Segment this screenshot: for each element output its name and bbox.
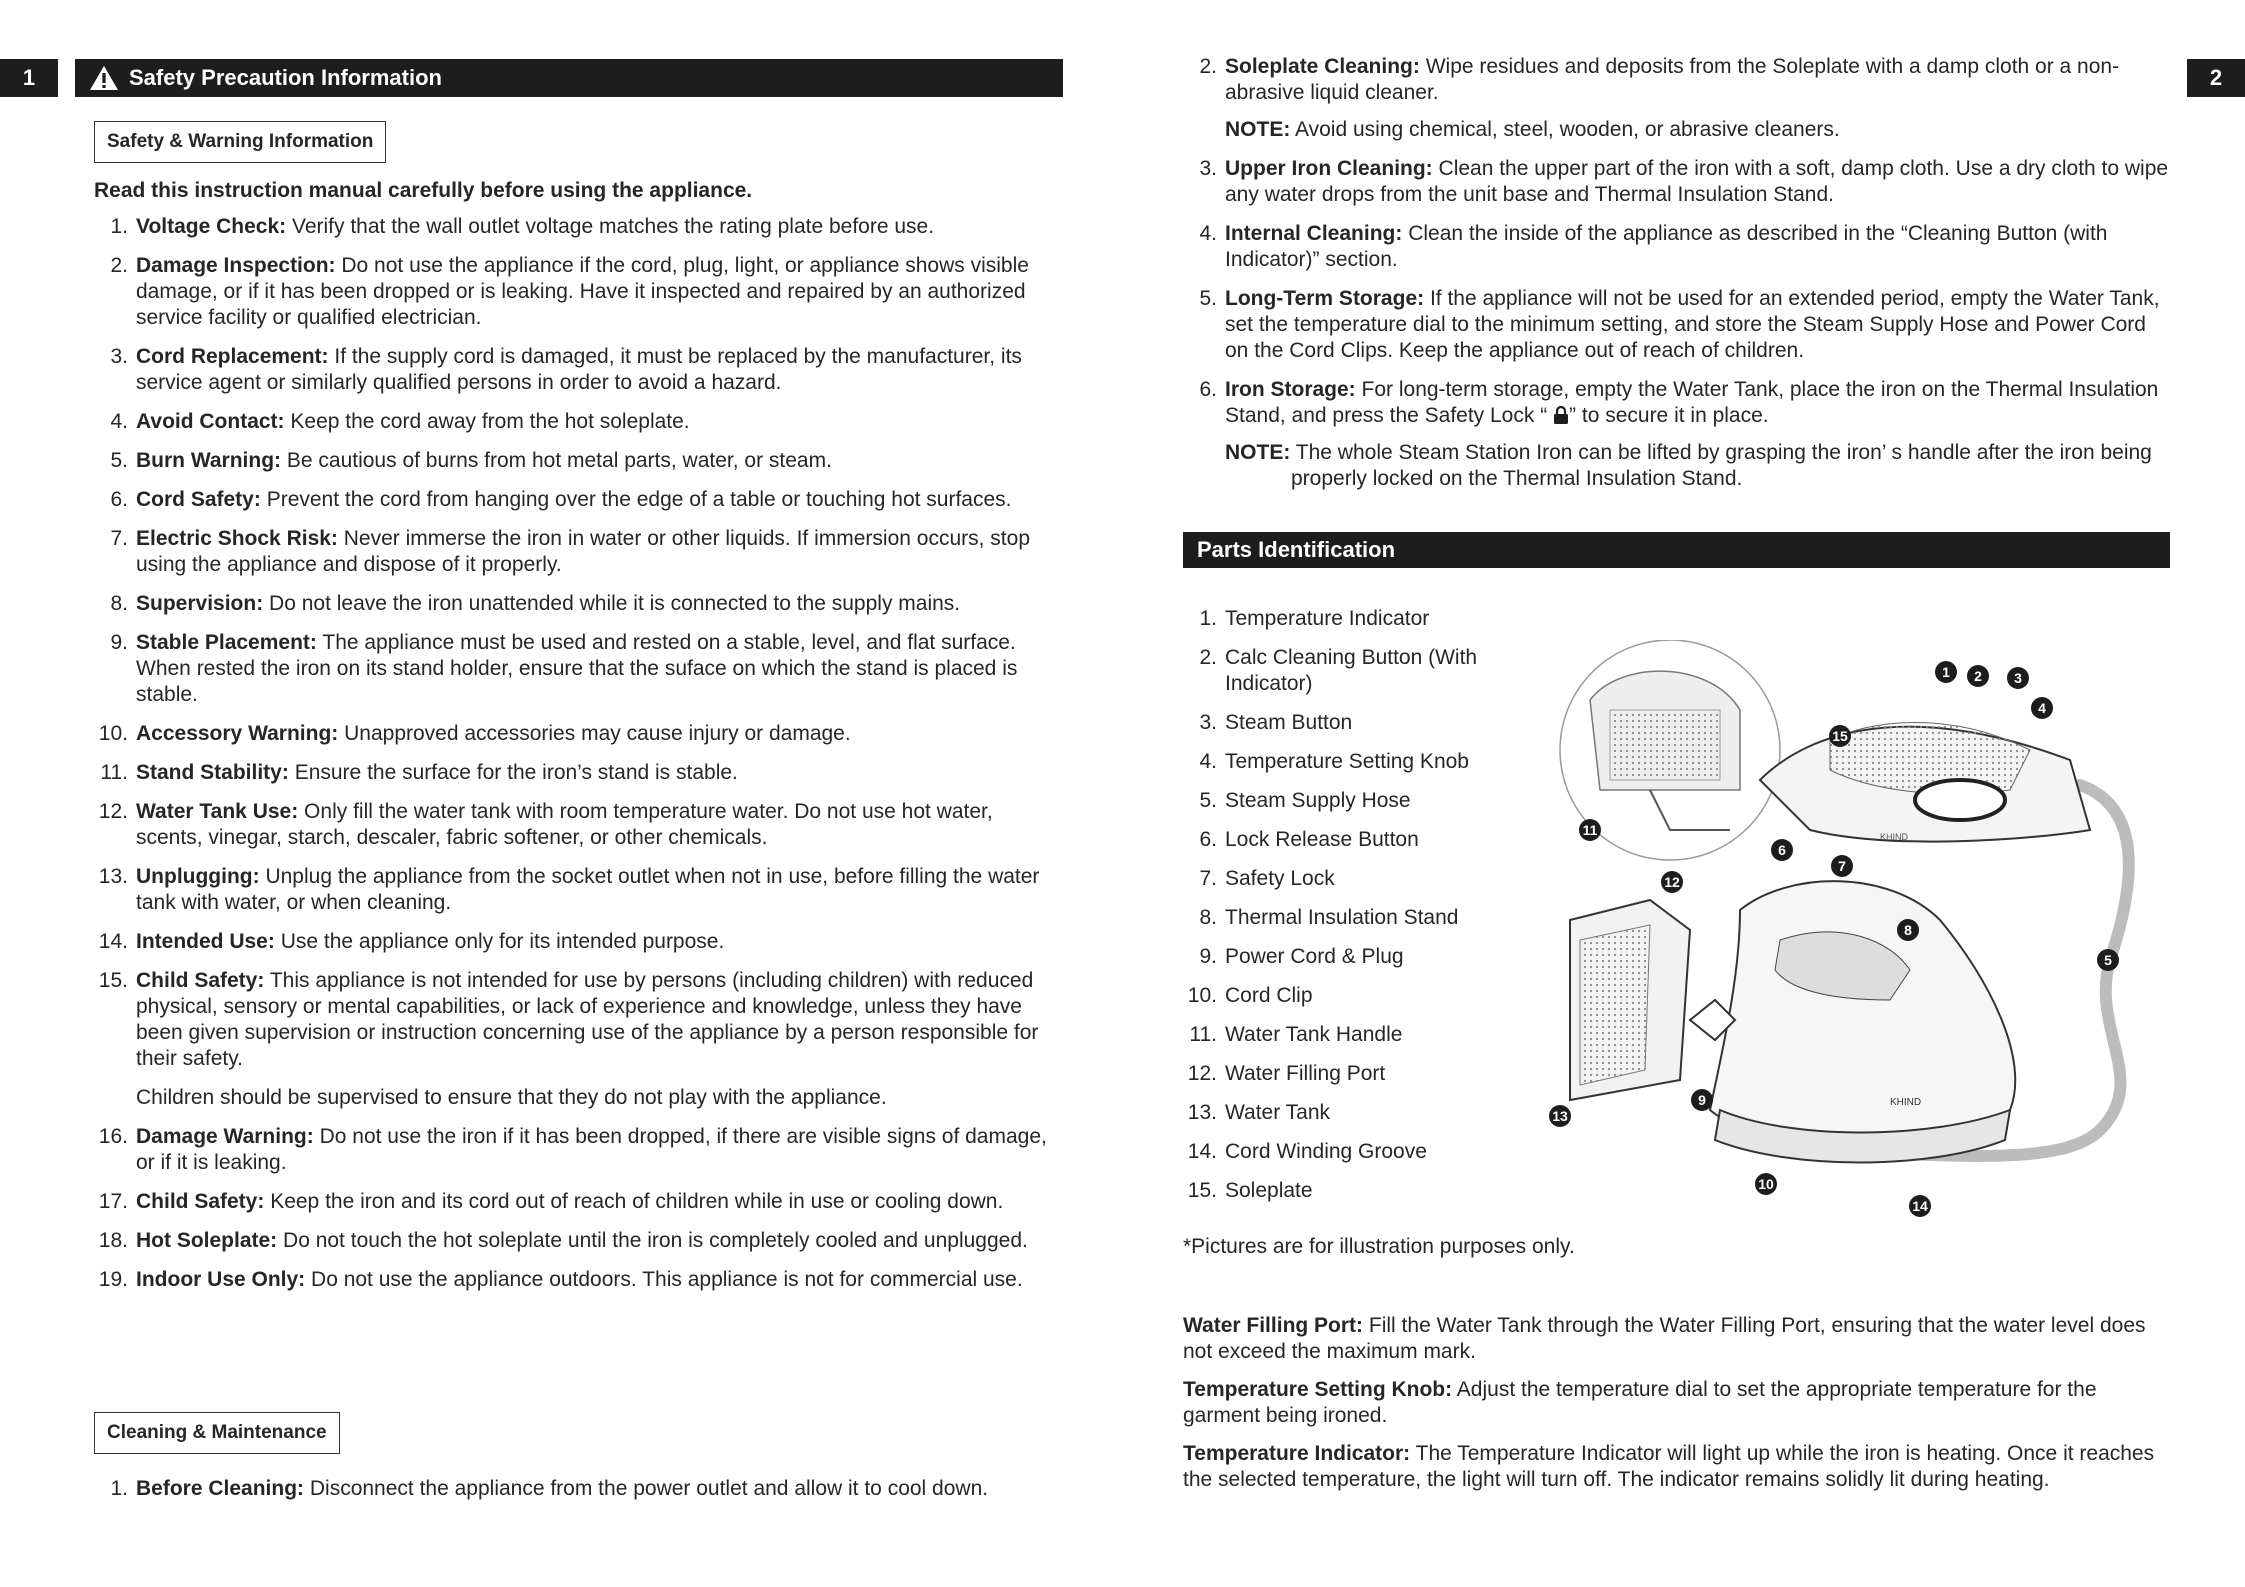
list-item: 4. Avoid Contact: Keep the cord away from the hot soleplate. xyxy=(110,410,690,433)
list-item: 3. Steam Button xyxy=(1199,711,1353,734)
cleaning-section-right xyxy=(1183,54,2173,505)
callout-10 xyxy=(1755,1173,1777,1195)
list-item: 19. Indoor Use Only: Do not use the appliance outdoors. This appliance is not for commercial use. xyxy=(98,1268,1023,1291)
svg-text:6: 6 xyxy=(1778,842,1786,858)
list-item: 10. Cord Clip xyxy=(1187,984,1313,1007)
brand-mark: KHIND xyxy=(1880,832,1909,842)
svg-text:4: 4 xyxy=(2038,700,2046,716)
list-item: 13. Unplugging: Unplug the appliance from the socket outlet when not in use, before filling the water tank with water, or when cleaning. xyxy=(98,865,1040,914)
list-item: 2. Calc Cleaning Button (With Indicator) xyxy=(1199,646,1478,695)
callout-3 xyxy=(2007,667,2029,689)
svg-text:7: 7 xyxy=(1838,858,1846,874)
callout-4 xyxy=(2031,697,2053,719)
parts-list xyxy=(1183,606,1513,1217)
page-number-left: 1 xyxy=(0,59,58,97)
callout-8 xyxy=(1897,919,1919,941)
list-item: 11. Stand Stability: Ensure the surface for the iron’s stand is stable. xyxy=(100,761,738,784)
list-item: 1. Temperature Indicator xyxy=(1199,607,1430,630)
list-item: 2. Soleplate Cleaning: Wipe residues and deposits from the Soleplate with a damp cloth or a non-abrasive liquid cleaner. xyxy=(1199,55,2120,104)
svg-text:10: 10 xyxy=(1758,1176,1774,1192)
safety-section xyxy=(94,178,1062,1306)
svg-text:3: 3 xyxy=(2014,670,2022,686)
parts-header: Parts Identification xyxy=(1183,532,2170,568)
brand-mark: KHIND xyxy=(1890,1097,1922,1108)
list-item: 1. Voltage Check: Verify that the wall outlet voltage matches the rating plate before use. xyxy=(110,215,935,238)
safety-header-title: Safety Precaution Information xyxy=(129,65,442,90)
list-item: 5. Burn Warning: Be cautious of burns from hot metal parts, water, or steam. xyxy=(110,449,832,472)
steam-station-illustration xyxy=(1510,640,2150,1230)
svg-text:5: 5 xyxy=(2104,952,2112,968)
callout-1 xyxy=(1935,661,1957,683)
callout-14 xyxy=(1909,1195,1931,1217)
list-item: 8. Supervision: Do not leave the iron unattended while it is connected to the supply mains. xyxy=(110,592,961,615)
list-item: 4. Internal Cleaning: Clean the inside of the appliance as described in the “Cleaning Button (with Indicator)” section. xyxy=(1199,222,2108,271)
base-station xyxy=(1710,881,2015,1147)
svg-text:14: 14 xyxy=(1912,1198,1928,1214)
cleaning-section-left xyxy=(94,1476,1062,1515)
page-number-right: 2 xyxy=(2187,59,2245,97)
list-item: 4. Temperature Setting Knob xyxy=(1199,750,1469,773)
list-item: 9. Power Cord & Plug xyxy=(1199,945,1404,968)
callout-12 xyxy=(1661,871,1683,893)
list-item: 6. Iron Storage: For long-term storage, empty the Water Tank, place the iron on the Thermal Insulation Stand, and press the Safety Lock “ ” to secure it in place. xyxy=(1199,378,2159,427)
list-item: 15. Child Safety: This appliance is not intended for use by persons (including children) with reduced physical, sensory or mental capabilities, or lack of experience and knowledge, unless they have been given supervision or instruction concerning use of the appliance by a person responsible for their safety. Children should be supervised to ensure that they do not play with the appliance. xyxy=(94,968,1062,1111)
safety-subheader: Safety & Warning Information xyxy=(94,121,386,163)
list-item: 12. Water Filling Port xyxy=(1187,1062,1386,1085)
callout-11 xyxy=(1579,819,1601,841)
callout-5 xyxy=(2097,949,2119,971)
list-item: 18. Hot Soleplate: Do not touch the hot soleplate until the iron is completely cooled and unplugged. xyxy=(98,1229,1028,1252)
list-item: 3. Cord Replacement: If the supply cord is damaged, it must be replaced by the manufacturer, its service agent or similarly qualified persons in order to avoid a hazard. xyxy=(110,345,1022,394)
callout-15 xyxy=(1829,725,1851,747)
list-item: 5. Steam Supply Hose xyxy=(1199,789,1411,812)
list-item: 6. Lock Release Button xyxy=(1199,828,1419,851)
list-item: 2. Damage Inspection: Do not use the appliance if the cord, plug, light, or appliance shows visible damage, or if it has been dropped or is leaking. Have it inspected and repaired by an authorized service facility or qualified electrician. xyxy=(110,254,1029,329)
svg-text:15: 15 xyxy=(1832,728,1848,744)
svg-text:11: 11 xyxy=(1582,822,1598,838)
svg-text:1: 1 xyxy=(1942,664,1950,680)
svg-text:13: 13 xyxy=(1552,1108,1568,1124)
illustration-note: *Pictures are for illustration purposes only. xyxy=(1183,1235,1575,1258)
callout-6 xyxy=(1771,839,1793,861)
storage-note: NOTE: The whole Steam Station Iron can be lifted by grasping the iron’ s handle after the iron being properly locked on the Thermal Insulation Stand. xyxy=(1225,441,2152,490)
list-item: 16. Damage Warning: Do not use the iron if it has been dropped, if there are visible signs of damage, or if it is leaking. xyxy=(98,1125,1047,1174)
warning-icon xyxy=(89,65,119,91)
callout-13 xyxy=(1549,1105,1571,1127)
list-item: 12. Water Tank Use: Only fill the water tank with room temperature water. Do not use hot water, scents, vinegar, starch, descaler, fabric softener, or other chemicals. xyxy=(98,800,993,849)
temperature-knob xyxy=(1915,780,2005,820)
list-item: 6. Cord Safety: Prevent the cord from hanging over the edge of a table or touching hot surfaces. xyxy=(110,488,1012,511)
description-water-filling-port: Water Filling Port: Fill the Water Tank through the Water Filling Port, ensuring that the water level does not exceed the maximum mark. xyxy=(1183,1314,2146,1363)
list-item: 17. Child Safety: Keep the iron and its cord out of reach of children while in use or cooling down. xyxy=(98,1190,1004,1213)
list-item: 9. Stable Placement: The appliance must be used and rested on a stable, level, and flat surface. When rested the iron on its stand holder, ensure that the suface on which the stand is placed is stable. xyxy=(110,631,1018,706)
child-supervision-note: Children should be supervised to ensure that they do not play with the appliance. xyxy=(136,1086,887,1109)
list-item: 14. Intended Use: Use the appliance only for its intended purpose. xyxy=(98,930,725,953)
descriptions xyxy=(1183,1313,2158,1505)
callout-7 xyxy=(1831,855,1853,877)
svg-text:8: 8 xyxy=(1904,922,1912,938)
list-item: 1. Before Cleaning: Disconnect the appliance from the power outlet and allow it to cool down. xyxy=(110,1477,989,1500)
description-temperature-indicator: Temperature Indicator: The Temperature Indicator will light up while the iron is heating. Once it reaches the selected temperature, the light will turn off. The indicator remains solidly lit during heating. xyxy=(1183,1442,2155,1491)
safety-header xyxy=(75,59,1063,97)
list-item: 10. Accessory Warning: Unapproved accessories may cause injury or damage. xyxy=(98,722,851,745)
svg-text:2: 2 xyxy=(1974,668,1982,684)
safety-intro: Read this instruction manual carefully before using the appliance. xyxy=(94,179,753,202)
callout-2 xyxy=(1967,665,1989,687)
list-item: 3. Upper Iron Cleaning: Clean the upper part of the iron with a soft, damp cloth. Use a dry cloth to wipe any water drops from the unit base and Thermal Insulation Stand. xyxy=(1199,157,2169,206)
cleaning-subheader: Cleaning & Maintenance xyxy=(94,1412,340,1454)
list-item: 5. Long-Term Storage: If the appliance will not be used for an extended period, empty the Water Tank, set the temperature dial to the minimum setting, and store the Steam Supply Hose and Power Cord on the Cord Clips. Keep the appliance out of reach of children. xyxy=(1199,287,2160,362)
list-item: 11. Water Tank Handle xyxy=(1189,1023,1403,1046)
list-item: 7. Safety Lock xyxy=(1199,867,1335,890)
list-item: 13. Water Tank xyxy=(1187,1101,1331,1124)
callout-9 xyxy=(1691,1089,1713,1111)
lock-icon xyxy=(1553,406,1569,424)
safety-list xyxy=(94,214,1062,1293)
description-temperature-knob: Temperature Setting Knob: Adjust the temperature dial to set the appropriate temperature for the garment being ironed. xyxy=(1183,1378,2097,1427)
cleaning-note: NOTE: Avoid using chemical, steel, wooden, or abrasive cleaners. xyxy=(1225,118,1840,141)
list-item: 14. Cord Winding Groove xyxy=(1187,1140,1427,1163)
list-item: 7. Electric Shock Risk: Never immerse the iron in water or other liquids. If immersion occurs, stop using the appliance and dispose of it properly. xyxy=(110,527,1030,576)
svg-text:9: 9 xyxy=(1698,1092,1706,1108)
svg-text:12: 12 xyxy=(1664,874,1680,890)
list-item: 8. Thermal Insulation Stand xyxy=(1199,906,1459,929)
list-item: 15. Soleplate xyxy=(1187,1179,1313,1202)
